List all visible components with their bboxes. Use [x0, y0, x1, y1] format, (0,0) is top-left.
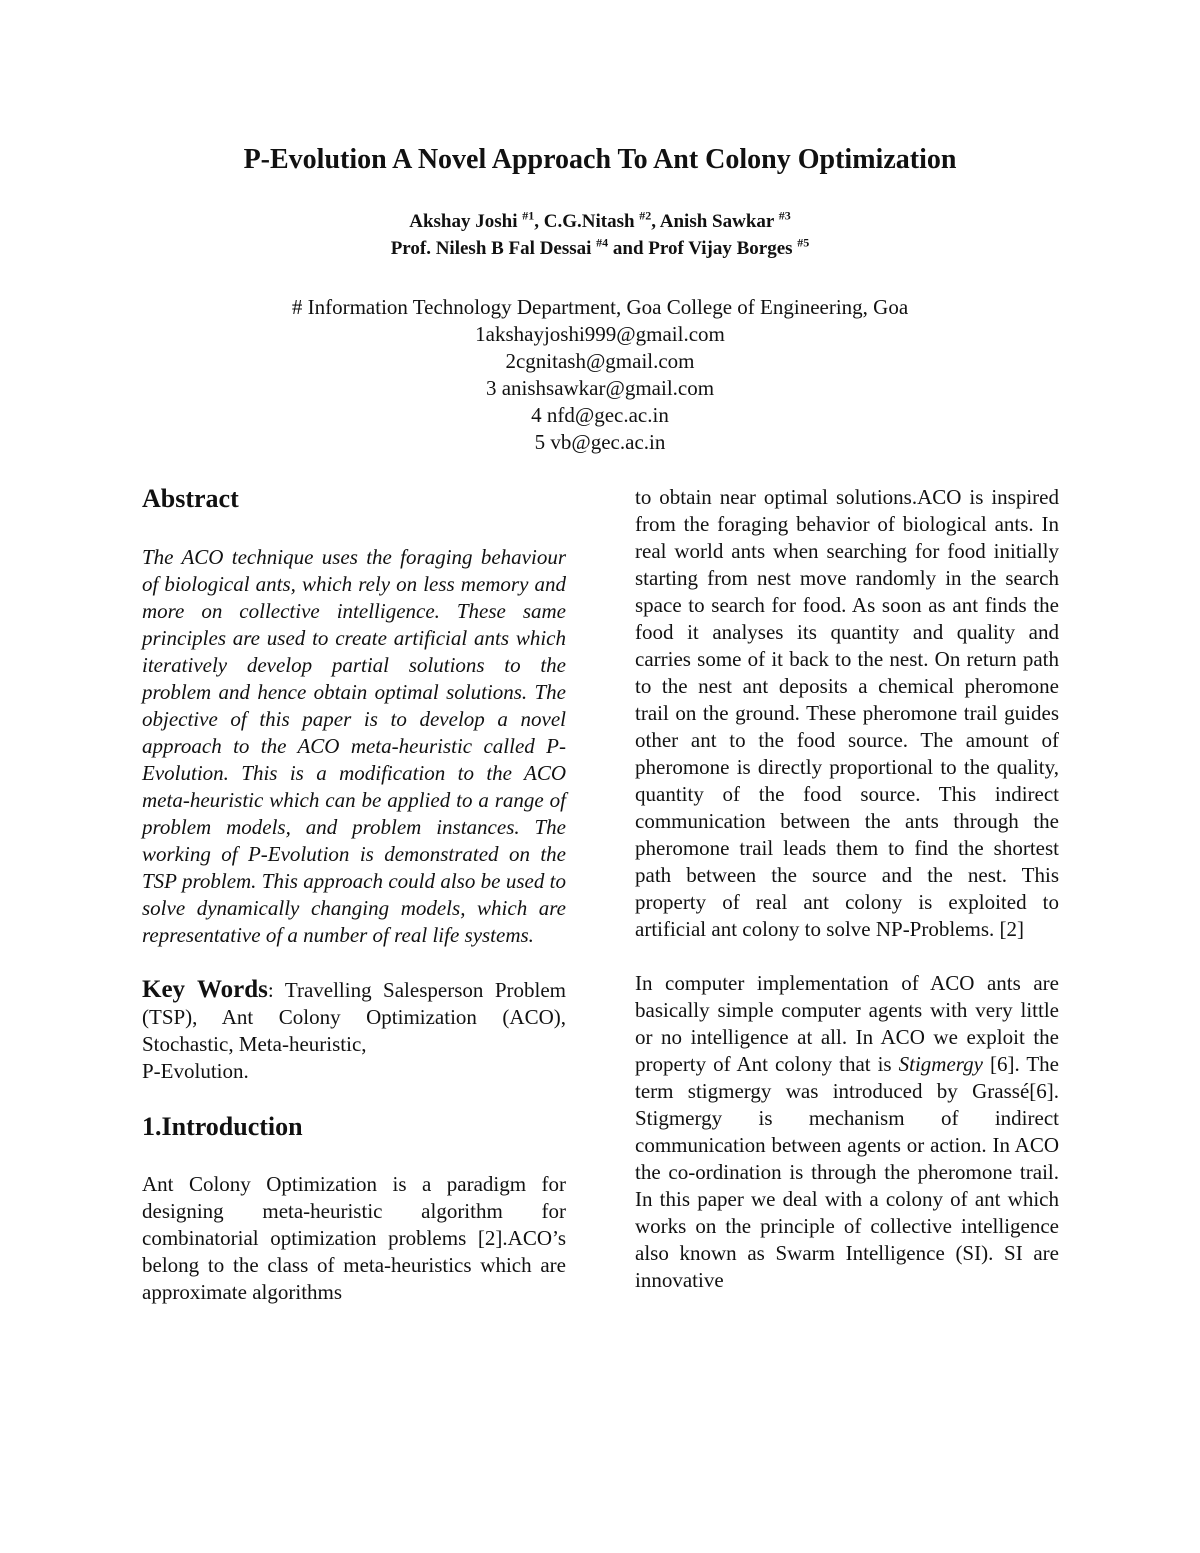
author-line-2 [0, 235, 1200, 262]
body-text: [6]. The term stigmergy was introduced by Grassé[6]. Stigmergy is mechanism of indirect communication between agents or action. In ACO the co-ordination is through the pheromone trail. In this paper we deal with a colony of ant which works on the principle of collective intelligence also known as Swarm Intelligence (SI). SI are innovative [635, 1052, 1059, 1292]
author-name: Prof. Nilesh B Fal Dessai [390, 238, 597, 259]
abstract-text: The ACO technique uses the foraging behaviour of biological ants, which rely on less memory and more on collective intelligence. These same principles are used to create artificial ants which iteratively develop partial solutions to the problem and hence obtain optimal solutions. The objective of this paper is to develop a novel approach to the ACO meta-heuristic called P-Evolution. This is a modification to the ACO meta-heuristic which can be applied to a range of problem models, and problem instances. The working of P-Evolution is demonstrated on the TSP problem. This approach could also be used to solve dynamically changing models, which are representative of a number of real life systems. [142, 545, 566, 947]
keywords-last: P-Evolution. [142, 1059, 249, 1083]
introduction-paragraph: Ant Colony Optimization is a paradigm for designing meta-heuristic algorithm for combinatorial optimization problems [2].ACO’s belong to the class of meta-heuristics which are approximate algorithms [142, 1172, 566, 1304]
introduction-heading: 1.Introduction [142, 1112, 303, 1141]
body-text: In computer implementation of ACO ants are basically simple computer agents with very little or no intelligence at all. In ACO we exploit the property of Ant colony that is [635, 971, 1059, 1076]
left-column [142, 482, 566, 1306]
body-paragraph: to obtain near optimal solutions.ACO is inspired from the foraging behavior of biological ants. In real world ants when searching for food initially starting from nest move randomly in the search space to search for food. As soon as ant finds the food it analyses its quantity and quality and carries some of it back to the nest. On return path to the nest ant deposits a chemical pheromone trail on the ground. These pheromone trail guides other ant to the food source. The amount of pheromone is directly proportional to the quality, quantity of the food source. This indirect communication between the ants through the pheromone trail leads them to find the shortest path between the source and the nest. This property of real ant colony is exploited to artificial ant colony to solve NP-Problems. [2] [635, 485, 1059, 941]
author-name: , Anish Sawkar [651, 211, 779, 232]
author-marker: #5 [797, 235, 810, 250]
author-name: and Prof Vijay Borges [608, 238, 798, 259]
author-name: Akshay Joshi [409, 211, 523, 232]
emphasis-text: Stigmergy [898, 1052, 983, 1076]
author-marker: #3 [778, 208, 791, 223]
author-marker: #1 [522, 208, 535, 223]
body-paragraph [635, 970, 1059, 1294]
author-marker: #4 [596, 235, 609, 250]
keywords-separator: : [267, 978, 274, 1002]
author-list [0, 208, 1200, 262]
author-email: 3 anishsawkar@gmail.com [485, 376, 715, 400]
keywords-text: Travelling Salesperson Problem (TSP), Ant Colony Optimization (ACO), Stochastic, Meta-heuristic, [142, 978, 566, 1056]
paper-title: P-Evolution A Novel Approach To Ant Colony Optimization [243, 144, 957, 175]
author-marker: #2 [639, 208, 652, 223]
keywords-label: Key Words [142, 976, 268, 1003]
author-email: 1akshayjoshi999@gmail.com [475, 322, 725, 346]
author-email: 2cgnitash@gmail.com [505, 349, 695, 373]
author-email: 4 nfd@gec.ac.in [531, 403, 669, 427]
author-line-1 [0, 208, 1200, 235]
affiliation: # Information Technology Department, Goa College of Engineering, Goa [291, 295, 909, 319]
right-column [635, 484, 1059, 1294]
author-email: 5 vb@gec.ac.in [534, 430, 666, 454]
author-name: , C.G.Nitash [534, 211, 640, 232]
abstract-heading: Abstract [142, 484, 239, 513]
affiliation-block [0, 294, 1200, 456]
keywords [142, 976, 566, 1085]
